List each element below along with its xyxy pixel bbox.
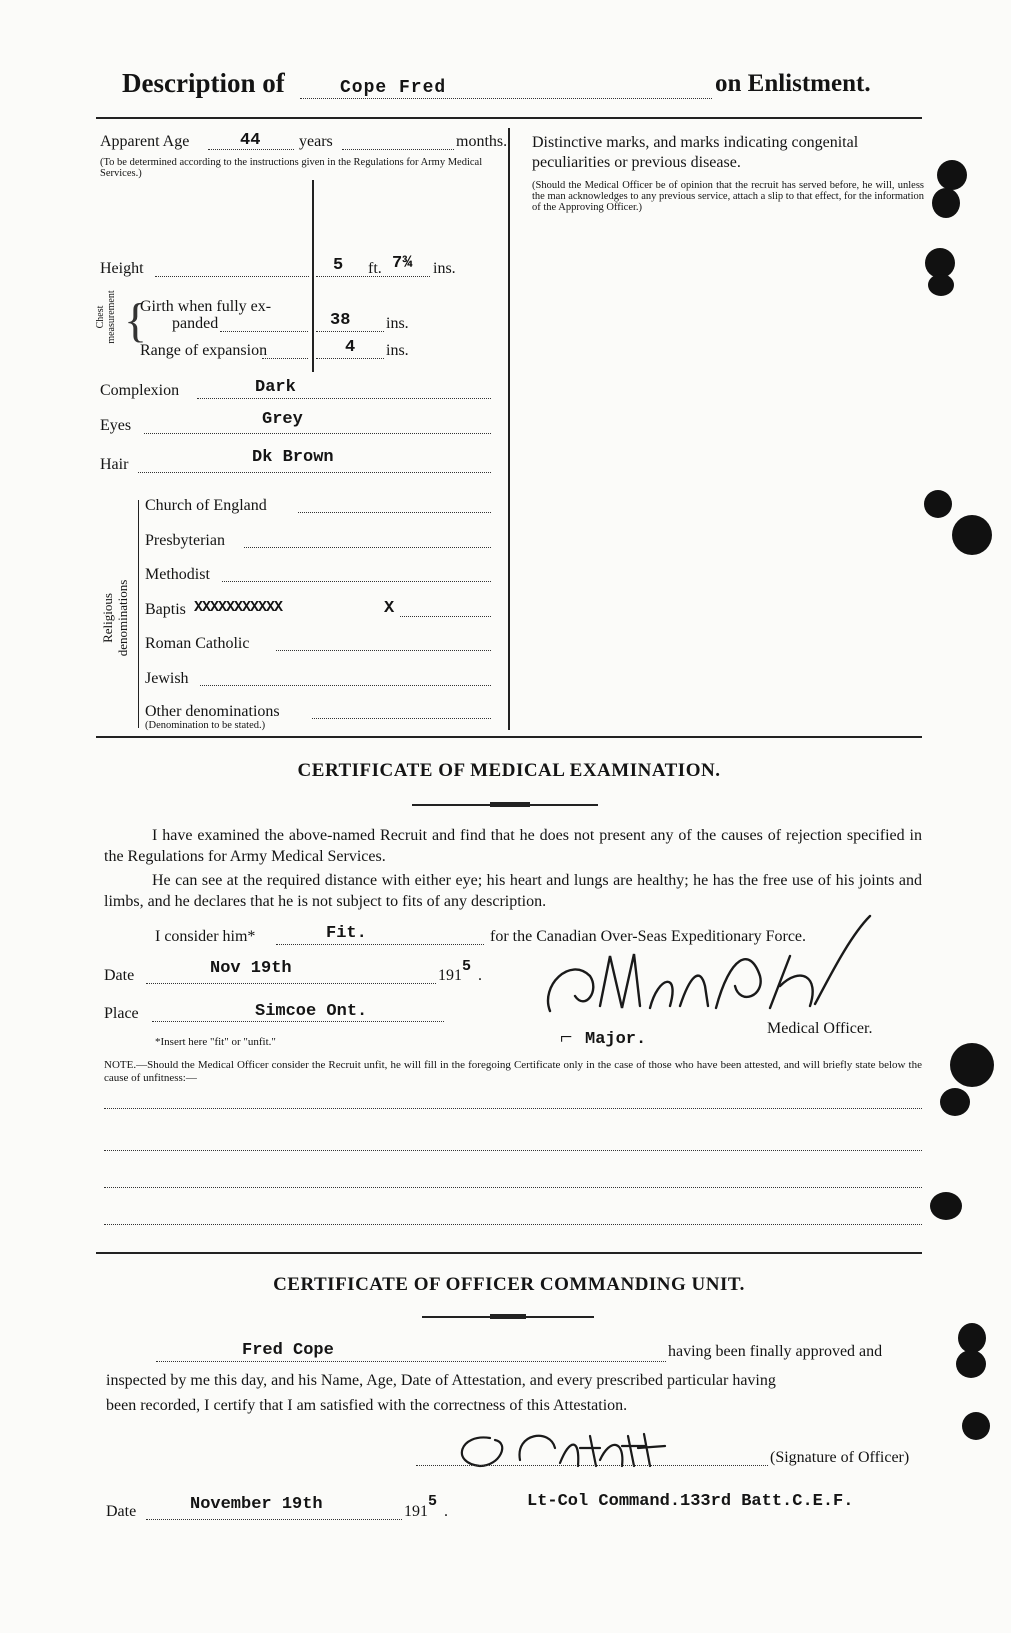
punch-hole [932,188,960,218]
girth-ins-label: ins. [386,315,409,332]
column-divider [508,128,510,730]
medical-para-1-text: I have examined the above-named Recruit and find that he does not present any of the causes of rejection specified in the Regulations for Army Medical Services. [104,827,922,865]
height-ft-value: 5 [333,256,344,275]
medical-officer-label: Medical Officer. [767,1020,873,1037]
punch-hole [952,515,992,555]
age-note: (To be determined according to the instructions given in the Regulations for Army Medical Services.) [100,157,483,179]
other-note: (Denomination to be stated.) [145,720,266,731]
other-denominations: Other denominations [145,703,280,720]
insert-note: *Insert here "fit" or "unfit." [155,1036,276,1048]
commanding-year-digit: 5 [428,1493,438,1510]
medical-year-period: . [478,967,482,984]
unfitness-line-2 [104,1150,922,1151]
roman-catholic: Roman Catholic [145,635,250,652]
ins-label: ins. [433,260,456,277]
chest-label: Chest measurement [95,290,117,344]
range-ins-label: ins. [386,342,409,359]
medical-para-2 [104,870,922,912]
medical-year-prefix: 191 [438,967,462,984]
punch-hole [950,1043,994,1087]
range-value: 4 [345,338,356,357]
approved-text: having been finally approved and [668,1343,883,1360]
height-label: Height [100,260,144,277]
punch-hole [956,1350,986,1378]
medical-note: NOTE.—Should the Medical Officer consider the Recruit unfit, he will fill in the foregoing Certificate only in the case of those who have been attested, and will briefly state below the cause of unfitness:— [104,1059,922,1084]
commanding-officer-signature [440,1418,700,1478]
medical-title-rule-thick [490,802,530,807]
medical-officer-signature [530,916,890,1026]
rank-bracket: ⌐ [560,1024,573,1049]
distinctive-label: Distinctive marks, and marks indicating congenital peculiarities or previous disease. [532,134,859,171]
recruit-name: Cope Fred [340,78,447,98]
baptist: Baptis [145,601,186,618]
commanding-year-prefix: 191 [404,1503,428,1520]
hair-value: Dk Brown [252,448,334,467]
commanding-officer-title: Lt-Col Command.133rd Batt.C.E.F. [527,1492,854,1511]
age-value: 44 [240,131,261,150]
girth-label-2: panded [172,315,219,332]
commanding-date-value: November 19th [190,1495,323,1514]
unfitness-line-4 [104,1224,922,1225]
eyes-value: Grey [262,410,303,429]
section-rule-1 [96,736,922,738]
header-suffix: on Enlistment. [715,70,871,97]
commanding-title-rule-thick [490,1314,526,1319]
header-rule [96,117,922,119]
header-prefix: Description of [122,68,285,98]
punch-hole [930,1192,962,1220]
unfitness-line-3 [104,1187,922,1188]
distinctive-note: (Should the Medical Officer be of opinion that the recruit has served before, he will, unless the man acknowledges to any previous service, attach a slip to that effect, for the information of the Approving Officer.) [532,180,924,213]
months-label: months. [456,133,508,150]
commanding-date-label: Date [106,1503,137,1520]
section-rule-2 [96,1252,922,1254]
church-of-england: Church of England [145,497,267,514]
inspected-text: inspected by me this day, and his Name, Age, Date of Attestation, and every prescribed particular having [106,1372,776,1389]
signature-label: (Signature of Officer) [770,1449,910,1466]
medical-para-1 [104,825,922,867]
religion-bracket [138,500,139,728]
girth-value: 38 [330,311,351,330]
medical-title: CERTIFICATE OF MEDICAL EXAMINATION. [297,760,721,781]
commanding-year-period: . [444,1503,448,1520]
range-label: Range of expansion [140,342,268,359]
fitness-value: Fit. [326,924,367,943]
punch-hole [962,1412,990,1440]
hair-label: Hair [100,456,129,473]
measure-divider [312,180,314,372]
age-label: Apparent Age [100,133,190,150]
medical-para-2-text: He can see at the required distance with either eye; his heart and lungs are healthy; he has the free use of his joints and limbs, and he declares that he is not subject to fits of any description. [104,872,922,910]
religion-side-label: Religious denominations [100,579,130,657]
recorded-text: been recorded, I certify that I am satisfied with the correctness of this Attestation. [106,1397,628,1414]
force-label: for the Canadian Over-Seas Expeditionary Force. [490,928,807,945]
height-in-value: 7¾ [392,254,413,273]
medical-date-value: Nov 19th [210,959,292,978]
chest-brace: { [124,294,148,347]
punch-hole [928,274,954,296]
eyes-label: Eyes [100,417,132,434]
medical-year-digit: 5 [462,958,472,975]
punch-hole [924,490,952,518]
punch-hole [937,160,967,190]
years-label: years [299,133,333,150]
jewish: Jewish [145,670,189,687]
punch-hole [940,1088,970,1116]
place-value: Simcoe Ont. [255,1002,368,1021]
commanding-recruit-name: Fred Cope [242,1341,334,1360]
punch-hole [958,1323,986,1353]
consider-label: I consider him* [155,928,256,945]
officer-rank: Major. [585,1030,647,1049]
unfitness-line-1 [104,1108,922,1109]
place-label: Place [104,1005,139,1022]
medical-date-label: Date [104,967,135,984]
complexion-value: Dark [255,378,296,397]
baptist-mark: X [384,599,395,618]
presbyterian: Presbyterian [145,532,225,549]
commanding-title: CERTIFICATE OF OFFICER COMMANDING UNIT. [273,1274,745,1295]
methodist: Methodist [145,566,210,583]
ft-label: ft. [368,260,382,277]
complexion-label: Complexion [100,382,180,399]
girth-label: Girth when fully ex- [140,298,272,315]
baptist-struck: XXXXXXXXXXX [194,599,283,616]
